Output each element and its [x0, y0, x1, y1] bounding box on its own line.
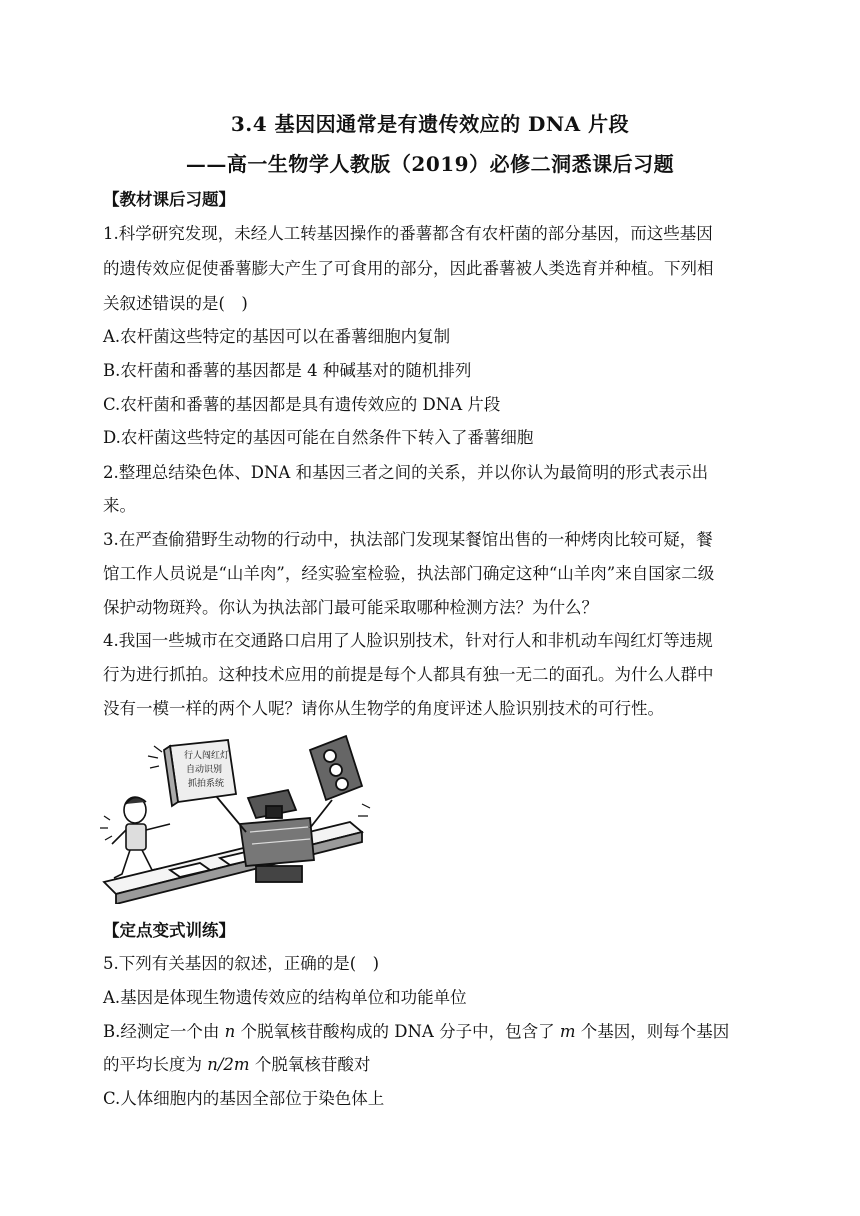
- q5-b-text-post: 个基因，则每个基因: [575, 1022, 730, 1041]
- traffic-light-icon: [310, 736, 362, 800]
- q1-option-b: B.农杆菌和番薯的基因都是 4 种碱基对的随机排列: [103, 361, 472, 380]
- sign-text-line1: 行人闯红灯: [184, 751, 230, 761]
- q5-text-line1: 5.下列有关基因的叙述，正确的是( ): [103, 954, 380, 973]
- q4-text-line2: 行为进行抓拍。这种技术应用的前提是每个人都具有独一无二的面孔。为什么人群中: [103, 665, 714, 684]
- q5-b-variable-m: m: [559, 1022, 576, 1041]
- sign-text-line3: 抓拍系统: [188, 779, 225, 789]
- q5-b2-text-post: 个脱氧核苷酸对: [249, 1055, 371, 1074]
- q5-b-text-mid: 个脱氧核苷酸构成的 DNA 分子中，包含了: [235, 1022, 560, 1041]
- q5-option-b-line1: [103, 1021, 763, 1043]
- sign-text-line2: 自动识别: [186, 765, 223, 775]
- q5-option-a: A.基因是体现生物遗传效应的结构单位和功能单位: [103, 988, 467, 1007]
- q1-text-line3: 关叙述错误的是( ): [103, 294, 248, 313]
- q1-option-d: D.农杆菌这些特定的基因可能在自然条件下转入了番薯细胞: [103, 428, 534, 447]
- q1-text-line1: 1.科学研究发现，未经人工转基因操作的番薯都含有农杆菌的部分基因，而这些基因: [103, 224, 713, 243]
- q5-b-text-pre: B.经测定一个由: [103, 1022, 225, 1041]
- q1-option-a: A.农杆菌这些特定的基因可以在番薯细胞内复制: [103, 327, 451, 346]
- q5-b2-expression: n/2m: [207, 1055, 250, 1074]
- q1-option-c: C.农杆菌和番薯的基因都是具有遗传效应的 DNA 片段: [103, 395, 501, 414]
- page-subtitle: ——高一生物学人教版（2019）必修二洞悉课后习题: [185, 152, 675, 176]
- q4-text-line3: 没有一模一样的两个人呢？请你从生物学的角度评述人脸识别技术的可行性。: [103, 699, 664, 718]
- face-recognition-illustration: [100, 732, 372, 904]
- q5-option-b-line2: [103, 1054, 763, 1076]
- q3-text-line1: 3.在严查偷猎野生动物的行动中，执法部门发现某餐馆出售的一种烤肉比较可疑，餐: [103, 530, 713, 549]
- page-title: 3.4 基因因通常是有遗传效应的 DNA 片段: [230, 112, 630, 136]
- q2-text-line1: 2.整理总结染色体、DNA 和基因三者之间的关系，并以你认为最简明的形式表示出: [103, 463, 709, 482]
- q4-text-line1: 4.我国一些城市在交通路口启用了人脸识别技术，针对行人和非机动车闯红灯等违规: [103, 631, 713, 650]
- section-heading-practice: 【定点变式训练】: [103, 921, 235, 940]
- q1-text-line2: 的遗传效应促使番薯膨大产生了可食用的部分，因此番薯被人类选育并种植。下列相: [103, 259, 714, 278]
- q3-text-line3: 保护动物斑羚。你认为执法部门最可能采取哪种检测方法？为什么？: [103, 598, 598, 617]
- section-heading-textbook: 【教材课后习题】: [103, 190, 235, 209]
- recognition-sign: [164, 740, 236, 806]
- q5-b2-text-pre: 的平均长度为: [103, 1055, 208, 1074]
- q5-option-c: C.人体细胞内的基因全部位于染色体上: [103, 1089, 385, 1108]
- q3-text-line2: 馆工作人员说是“山羊肉”，经实验室检验，执法部门确定这种“山羊肉”来自国家二级: [103, 564, 715, 583]
- q2-text-line2: 来。: [103, 496, 136, 515]
- pedestrian-figure: [100, 797, 170, 878]
- q5-b-variable-n: n: [224, 1022, 236, 1041]
